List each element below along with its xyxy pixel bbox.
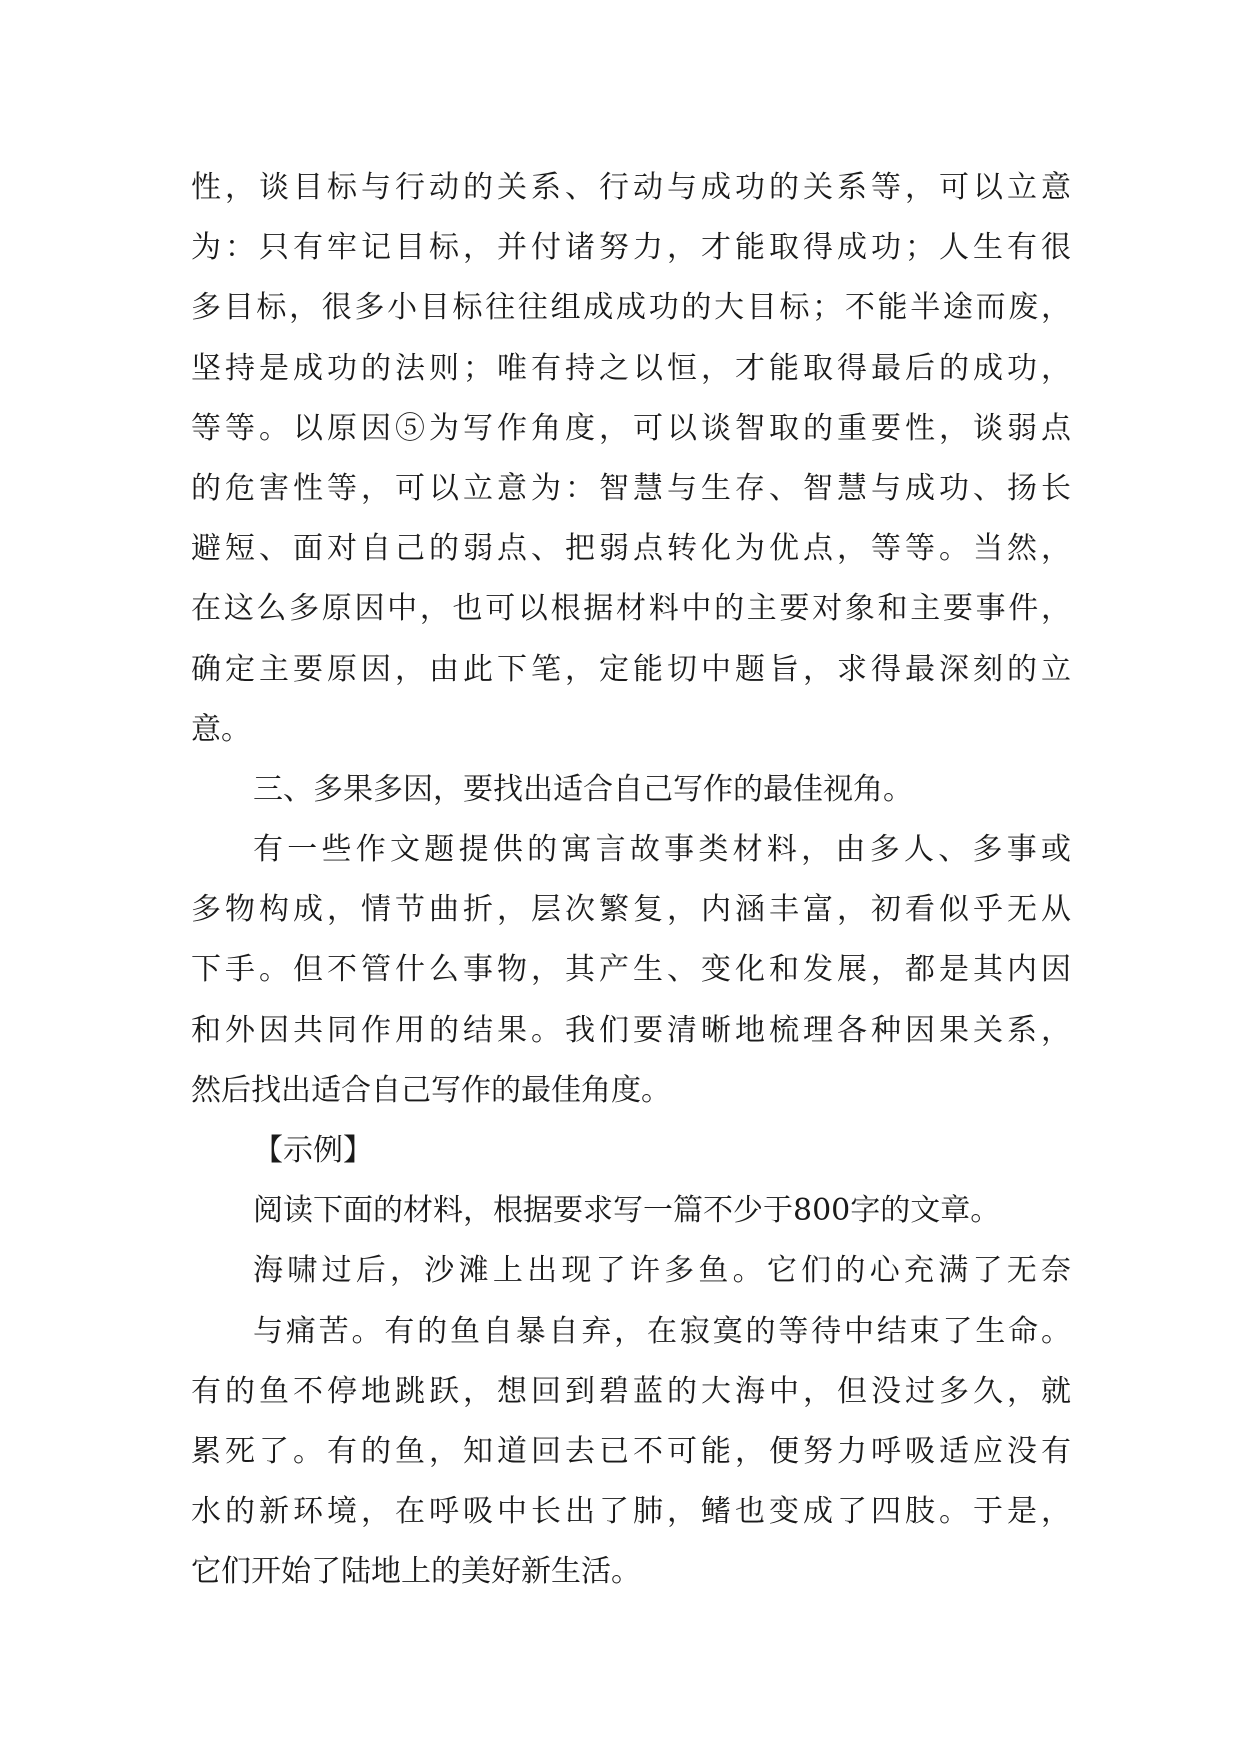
text-line: 避短、面对自己的弱点、把弱点转化为优点，等等。当然， [191, 531, 1071, 567]
section-heading: 三、多果多因，要找出适合自己写作的最佳视角。 [253, 771, 913, 807]
document-body [191, 158, 1071, 1603]
text-line: 性，谈目标与行动的关系、行动与成功的关系等，可以立意 [191, 170, 1071, 205]
text-line: 为：只有牢记目标，并付诸努力，才能取得成功；人生有很 [191, 230, 1071, 266]
text-line: 多目标，很多小目标往往组成成功的大目标；不能半途而废， [191, 290, 1071, 326]
text-line: 与痛苦。有的鱼自暴自弃，在寂寞的等待中结束了生命。 [253, 1313, 1071, 1349]
text-line: 累死了。有的鱼，知道回去已不可能，便努力呼吸适应没有 [191, 1433, 1071, 1469]
text-line: 在这么多原因中，也可以根据材料中的主要对象和主要事件， [191, 591, 1071, 627]
text-line: 然后找出适合自己写作的最佳角度。 [191, 1072, 671, 1108]
text-line: 阅读下面的材料，根据要求写一篇不少于800字的文章。 [253, 1193, 1001, 1229]
text-line: 意。 [191, 711, 251, 747]
text-line: 等等。以原因⑤为写作角度，可以谈智取的重要性，谈弱点 [191, 410, 1071, 446]
text-line: 确定主要原因，由此下笔，定能切中题旨，求得最深刻的立 [191, 651, 1071, 687]
text-line: 坚持是成功的法则；唯有持之以恒，才能取得最后的成功， [191, 350, 1071, 386]
text-line: 和外因共同作用的结果。我们要清晰地梳理各种因果关系， [191, 1012, 1071, 1048]
text-line: 的危害性等，可以立意为：智慧与生存、智慧与成功、扬长 [191, 470, 1071, 506]
text-line: 有一些作文题提供的寓言故事类材料，由多人、多事或 [253, 832, 1071, 868]
text-line: 海啸过后，沙滩上出现了许多鱼。它们的心充满了无奈 [253, 1253, 1071, 1289]
text-line: 多物构成，情节曲折，层次繁复，内涵丰富，初看似乎无从 [191, 892, 1071, 928]
text-line: 水的新环境，在呼吸中长出了肺，鳍也变成了四肢。于是， [191, 1494, 1071, 1530]
example-label: 【示例】 [253, 1133, 373, 1168]
text-line: 有的鱼不停地跳跃，想回到碧蓝的大海中，但没过多久，就 [191, 1373, 1071, 1409]
text-line: 它们开始了陆地上的美好新生活。 [191, 1554, 641, 1590]
text-line: 下手。但不管什么事物，其产生、变化和发展，都是其内因 [191, 952, 1071, 988]
